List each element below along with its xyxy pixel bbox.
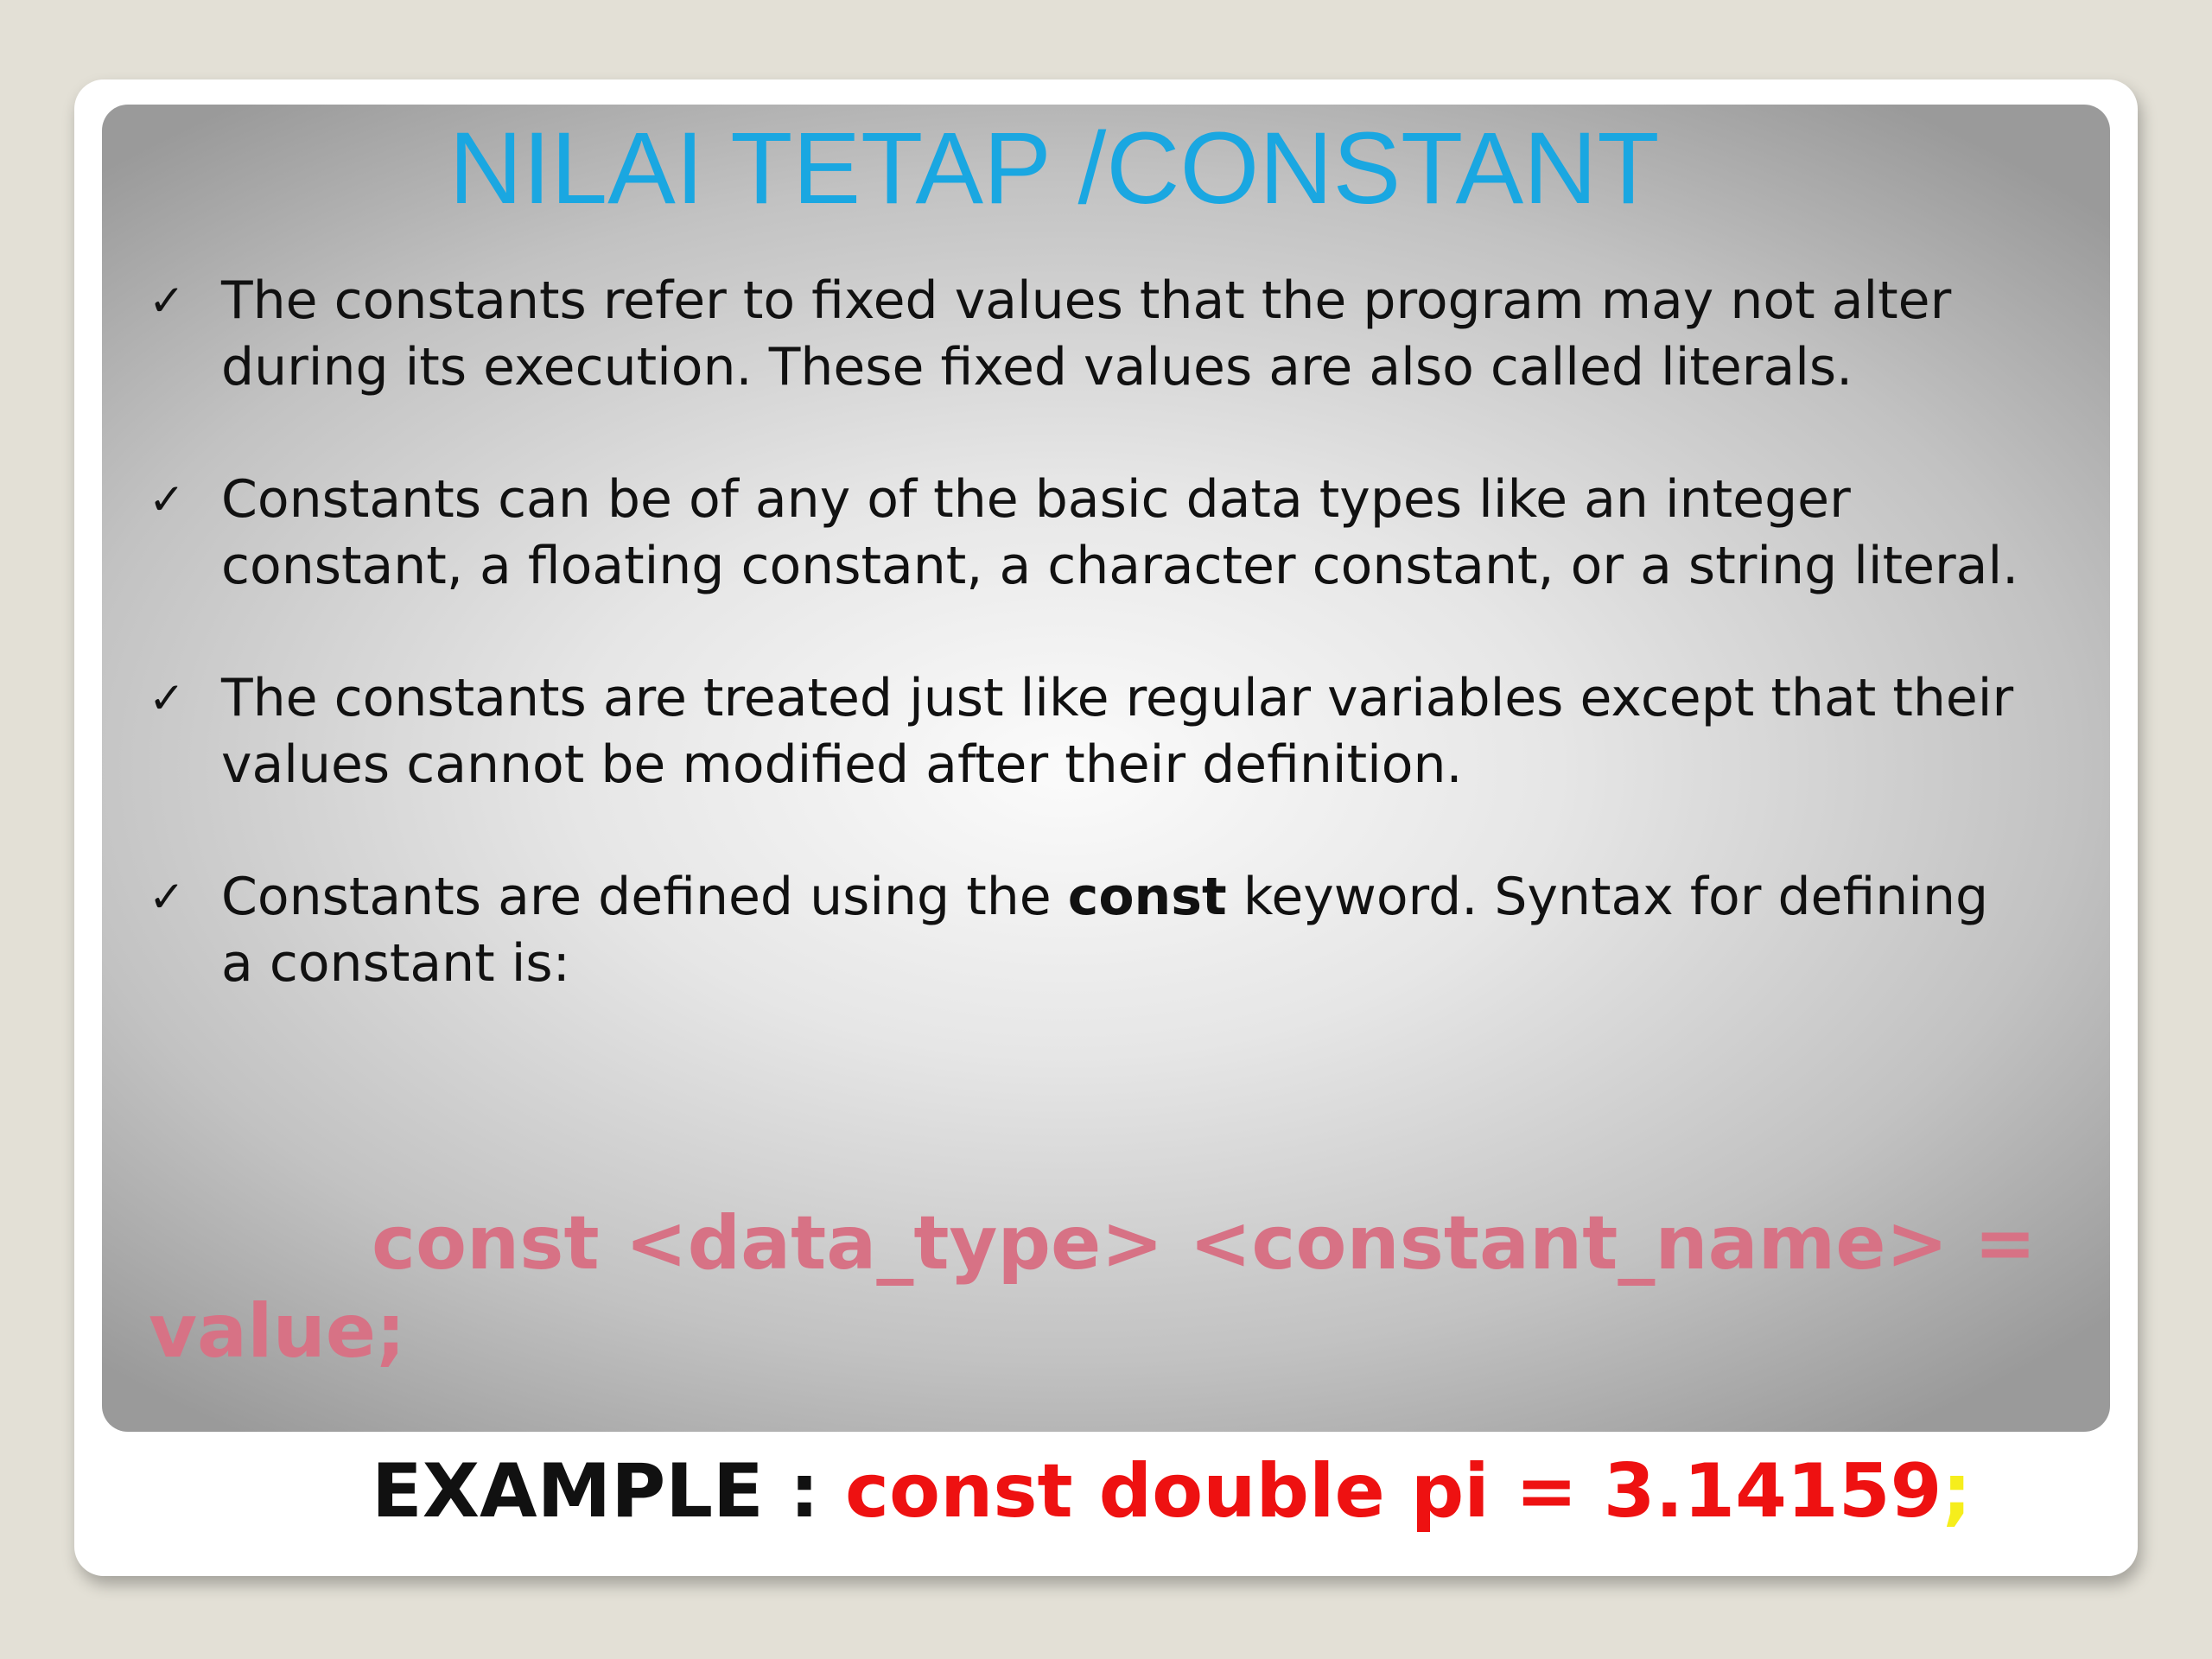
bullet-item — [149, 268, 2032, 401]
checkmark-icon: ✓ — [149, 474, 185, 524]
syntax-line: const <data_type> <constant_name> = value; — [149, 1200, 2037, 1375]
example-line — [372, 1445, 1972, 1538]
bullet-text-after-keyword: keyword. Syntax for defining a constant is: — [221, 867, 1989, 994]
bullet-list — [149, 268, 2032, 1063]
example-label: EXAMPLE : — [372, 1448, 846, 1535]
bullet-item — [149, 467, 2032, 600]
bullet-text: Constants can be of any of the basic data types like an integer constant, a floating constant, a character constant, or a string literal. — [221, 469, 2019, 596]
const-keyword: const — [1067, 867, 1227, 927]
checkmark-icon: ✓ — [149, 673, 185, 723]
checkmark-icon: ✓ — [149, 872, 185, 922]
bullet-item — [149, 864, 2032, 997]
bullet-text-before-keyword: Constants are defined using the — [221, 867, 1068, 927]
bullet-text: The constants are treated just like regular variables except that their values cannot be modified after their definition. — [221, 668, 2014, 795]
checkmark-icon: ✓ — [149, 276, 185, 326]
example-semicolon: ; — [1942, 1448, 1972, 1535]
bullet-text: The constants refer to fixed values that the program may not alter during its execution. These fixed values are also called literals. — [221, 270, 1952, 397]
slide-title: NILAI TETAP /CONSTANT — [448, 111, 1660, 226]
example-code: const double pi = 3.14159 — [845, 1448, 1942, 1535]
bullet-item — [149, 665, 2032, 798]
